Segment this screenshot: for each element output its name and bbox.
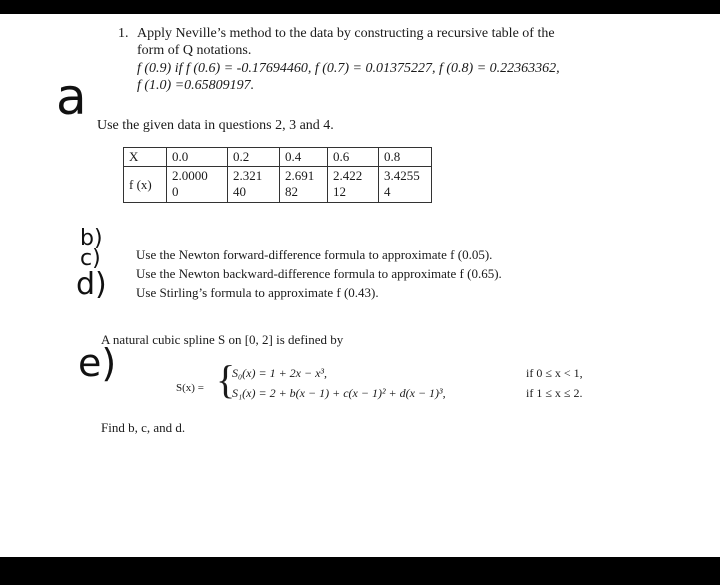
spline-case1: S₀(x) = 1 + 2x − x³, <box>232 366 328 380</box>
table-row-x <box>124 148 432 167</box>
q1-line2: form of Q notations. <box>137 43 252 58</box>
handwritten-label-e: e) <box>78 341 117 385</box>
cell-bottom: 0 <box>172 184 179 199</box>
spline-cond2: if 1 ≤ x ≤ 2. <box>526 386 583 400</box>
cell-top: 3.4255 <box>384 168 420 183</box>
question-c: Use the Newton backward-difference formula to approximate f (0.65). <box>136 266 502 281</box>
spline-case2: S₁(x) = 2 + b(x − 1) + c(x − 1)² + d(x − 1)³, <box>232 386 446 400</box>
handwritten-label-b: b) <box>80 226 103 251</box>
handwritten-label-d: d) <box>76 267 107 302</box>
handwritten-label-c: c) <box>80 246 101 271</box>
cell-bottom: 12 <box>333 184 346 199</box>
table-header-fx: f (x) <box>124 167 167 203</box>
table-cell <box>379 167 432 203</box>
table-cell <box>328 167 379 203</box>
q1-line3: f (0.9) if f (0.6) = -0.17694460, f (0.7) = 0.01375227, f (0.8) = 0.22363362, <box>137 61 560 76</box>
given-data-text: Use the given data in questions 2, 3 and 4. <box>97 118 334 133</box>
table-header-x: X <box>124 148 167 167</box>
cell-top: 2.321 <box>233 168 263 183</box>
q1-line4: f (1.0) =0.65809197. <box>137 78 255 93</box>
cell-top: 2.0000 <box>172 168 208 183</box>
table-cell: 0.2 <box>228 148 280 167</box>
table-cell <box>280 167 328 203</box>
q1-line1: Apply Neville’s method to the data by constructing a recursive table of the <box>137 26 555 41</box>
table-cell <box>228 167 280 203</box>
table-row-fx <box>124 167 432 203</box>
question-d: Use Stirling’s formula to approximate f (0.43). <box>136 285 379 300</box>
handwritten-label-a: a <box>56 68 87 126</box>
question-b: Use the Newton forward-difference formula to approximate f (0.05). <box>136 247 493 262</box>
cell-bottom: 82 <box>285 184 298 199</box>
data-table <box>123 147 432 203</box>
cell-top: 2.422 <box>333 168 363 183</box>
table-cell <box>167 167 228 203</box>
document-page <box>0 14 720 557</box>
cell-top: 2.691 <box>285 168 315 183</box>
spline-find: Find b, c, and d. <box>101 420 186 435</box>
spline-lhs: S(x) = <box>176 382 204 394</box>
table-cell: 0.0 <box>167 148 228 167</box>
q1-number: 1. <box>118 26 129 41</box>
cell-bottom: 40 <box>233 184 246 199</box>
brace-symbol: { <box>216 357 236 402</box>
table-cell: 0.8 <box>379 148 432 167</box>
table-cell: 0.4 <box>280 148 328 167</box>
spline-intro: A natural cubic spline S on [0, 2] is defined by <box>101 332 344 347</box>
table-cell: 0.6 <box>328 148 379 167</box>
spline-cond1: if 0 ≤ x < 1, <box>526 366 583 380</box>
cell-bottom: 4 <box>384 184 391 199</box>
